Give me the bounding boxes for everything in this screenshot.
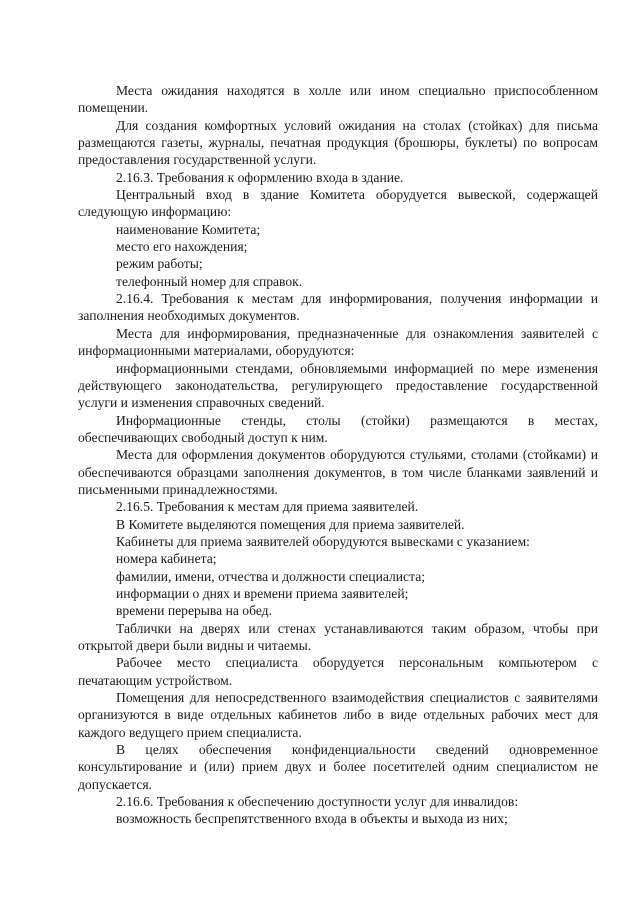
paragraph: 2.16.4. Требования к местам для информирования, получения информации и заполнения необходимых документов. bbox=[78, 291, 598, 324]
list-item: номера кабинета; bbox=[116, 551, 217, 567]
list-item: времени перерыва на обед. bbox=[116, 603, 272, 619]
paragraph: информационными стендами, обновляемыми информацией по мере изменения действующего законодательства, регулирующего предоставление государственной услуги и изменения справочных сведений. bbox=[78, 360, 598, 411]
list-item: наименование Комитета; bbox=[116, 221, 261, 237]
document-body bbox=[78, 82, 598, 828]
paragraph: Для создания комфортных условий ожидания на столах (стойках) для письма размещаются газеты, журналы, печатная продукция (брошюры, буклеты) по вопросам предоставления государственной услуги. bbox=[78, 117, 598, 168]
paragraph: 2.16.5. Требования к местам для приема заявителей. bbox=[116, 499, 419, 515]
paragraph: В целях обеспечения конфиденциальности сведений одновременное консультирование и (или) прием двух и более посетителей одним специалистом не допускается. bbox=[78, 742, 598, 792]
paragraph: Центральный вход в здание Комитета оборудуется вывеской, содержащей следующую информацию: bbox=[78, 187, 598, 220]
list-item: информации о днях и времени приема заявителей; bbox=[116, 585, 409, 601]
paragraph: Таблички на дверях или стенах устанавливаются таким образом, чтобы при открытой двери были видны и читаемы. bbox=[78, 620, 598, 653]
paragraph: Рабочее место специалиста оборудуется персональным компьютером с печатающим устройством. bbox=[78, 655, 598, 688]
paragraph: В Комитете выделяются помещения для приема заявителей. bbox=[116, 516, 465, 532]
list-item: режим работы; bbox=[116, 256, 203, 272]
paragraph: Кабинеты для приема заявителей оборудуются вывесками с указанием: bbox=[116, 533, 530, 549]
list-item: место его нахождения; bbox=[116, 239, 248, 255]
paragraph: Места для оформления документов оборудуются стульями, столами (стойками) и обеспечиваются образцами заполнения документов, в том числе бланками заявлений и письменными принадлежностями. bbox=[78, 447, 598, 497]
paragraph: возможность беспрепятственного входа в объекты и выхода из них; bbox=[116, 811, 508, 827]
paragraph: Информационные стенды, столы (стойки) размещаются в местах, обеспечивающих свободный доступ к ним. bbox=[78, 412, 598, 445]
list-item: телефонный номер для справок. bbox=[116, 273, 303, 289]
paragraph: Места ожидания находятся в холле или ином специально приспособленном помещении. bbox=[78, 83, 598, 116]
paragraph: 2.16.3. Требования к оформлению входа в здание. bbox=[116, 169, 404, 185]
paragraph: 2.16.6. Требования к обеспечению доступности услуг для инвалидов: bbox=[116, 794, 519, 810]
paragraph: Помещения для непосредственного взаимодействия специалистов с заявителями организуются в виде отдельных кабинетов либо в виде отдельных рабочих мест для каждого ведущего прием специалиста. bbox=[78, 690, 598, 740]
list-item: фамилии, имени, отчества и должности специалиста; bbox=[116, 568, 426, 584]
paragraph: Места для информирования, предназначенные для ознакомления заявителей с информационными материалами, оборудуются: bbox=[78, 325, 598, 359]
